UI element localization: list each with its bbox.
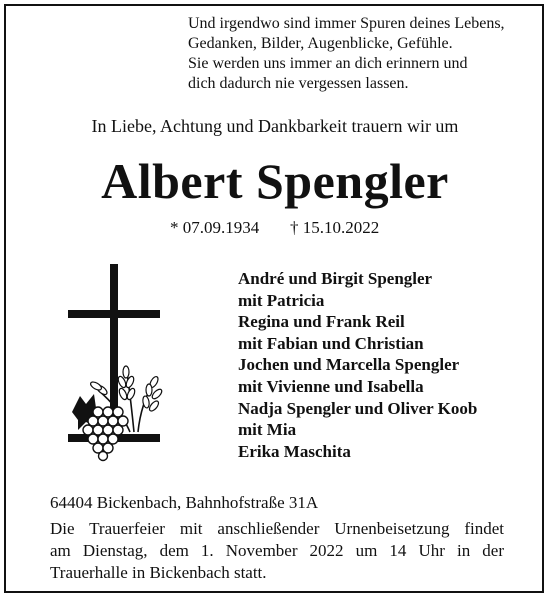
poem-line: Und irgendwo sind immer Spuren deines Lebens, (188, 15, 505, 32)
notice-line: am Dienstag, dem 1. November 2022 um 14 Uhr in der (50, 541, 504, 560)
mourners-list (238, 268, 477, 462)
mourner-line: mit Fabian und Christian (238, 333, 424, 353)
mourner-line: Jochen und Marcella Spengler (238, 355, 460, 375)
poem-line: Sie werden uns immer an dich erinnern und (188, 55, 468, 72)
mourner-line: mit Mia (238, 420, 297, 440)
mourner-line: Regina und Frank Reil (238, 312, 405, 332)
mourner-line: Erika Maschita (238, 441, 351, 461)
mourner-line: André und Birgit Spengler (238, 269, 433, 288)
notice-line: Trauerhalle in Bickenbach statt. (50, 563, 267, 582)
birth-date: * 07.09.1934 (170, 218, 260, 237)
poem-line: dich dadurch nie vergessen lassen. (188, 75, 409, 92)
death-date: † 15.10.2022 (290, 218, 380, 237)
poem-line: Gedanken, Bilder, Augenblicke, Gefühle. (188, 35, 453, 52)
intro-text: In Liebe, Achtung und Dankbarkeit trauern wir um (91, 116, 459, 136)
mourner-line: mit Patricia (238, 290, 325, 310)
funeral-notice (50, 518, 504, 584)
mourner-line: Nadja Spengler und Oliver Koob (238, 398, 478, 418)
deceased-name: Albert Spengler (101, 153, 449, 209)
mourner-line: mit Vivienne und Isabella (238, 376, 424, 396)
cross-with-grapes-and-wheat-icon (64, 262, 164, 462)
family-address: 64404 Bickenbach, Bahnhofstraße 31A (50, 493, 319, 512)
memorial-poem (188, 14, 528, 94)
notice-line: Die Trauerfeier mit anschließender Urnenbeisetzung findet (50, 519, 504, 538)
